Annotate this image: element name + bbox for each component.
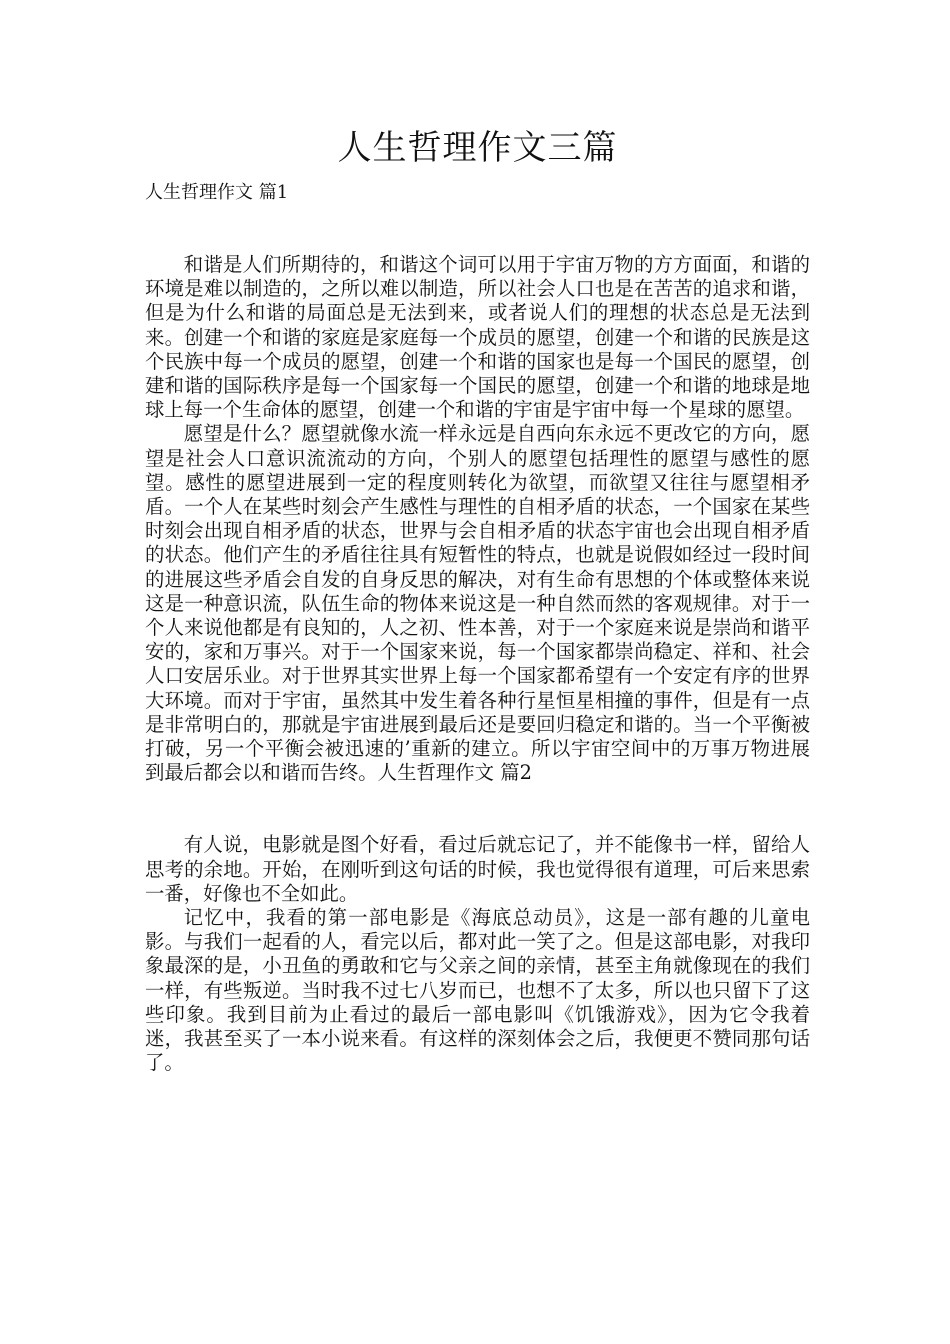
- paragraph-1: 和谐是人们所期待的，和谐这个词可以用于宇宙万物的方方面面，和谐的环境是难以制造的，之所以难以制造，所以社会人口也是在苦苦的追求和谐，但是为什么和谐的局面总是无法到来，或者说人们的理想的状态总是无法到来。创建一个和谐的家庭是家庭每一个成员的愿望，创建一个和谐的民族是这个民族中每一个成员的愿望，创建一个和谐的国家也是每一个国民的愿望，创建和谐的国际秩序是每一个国家每一个国民的愿望，创建一个和谐的地球是地球上每一个生命体的愿望，创建一个和谐的宇宙是宇宙中每一个星球的愿望。: [145, 253, 810, 422]
- document-title: 人生哲理作文三篇: [337, 128, 618, 168]
- spacer: [145, 205, 810, 253]
- section-heading-1: 人生哲理作文 篇1: [145, 182, 289, 203]
- paragraph-3: 有人说，电影就是图个好看，看过后就忘记了，并不能像书一样，留给人思考的余地。开始，在刚听到这句话的时候，我也觉得很有道理，可后来思索一番，好像也不全如此。: [145, 833, 810, 905]
- paragraph-2: 愿望是什么？愿望就像水流一样永远是自西向东永远不更改它的方向，愿望是社会人口意识流流动的方向，个别人的愿望包括理性的愿望与感性的愿望。感性的愿望进展到一定的程度则转化为欲望，而欲望又往往与愿望相矛盾。一个人在某些时刻会产生感性与理性的自相矛盾的状态，一个国家在某些时刻会出现自相矛盾的状态，世界与会自相矛盾的状态宇宙也会出现自相矛盾的状态。他们产生的矛盾往往具有短暂性的特点，也就是说假如经过一段时间的进展这些矛盾会自发的自身反思的解决，对有生命有思想的个体或整体来说这是一种意识流，队伍生命的物体来说这是一种自然而然的客观规律。对于一个人来说他都是有良知的，人之初、性本善，对于一个家庭来说是崇尚和谐平安的，家和万事兴。对于一个国家来说，每一个国家都崇尚稳定、祥和、社会人口安居乐业。对于世界其实世界上每一个国家都希望有一个安定有序的世界大环境。而对于宇宙，虽然其中发生着各种行星恒星相撞的事件，但是有一点是非常明白的，那就是宇宙进展到最后还是要回归稳定和谐的。当一个平衡被打破，另一个平衡会被迅速的’重新的建立。所以宇宙空间中的万事万物进展到最后都会以和谐而告终。人生哲理作文 篇2: [145, 422, 810, 785]
- spacer: [145, 785, 810, 833]
- paragraph-4: 记忆中，我看的第一部电影是《海底总动员》，这是一部有趣的儿童电影。与我们一起看的人，看完以后，都对此一笑了之。但是这部电影，对我印象最深的是，小丑鱼的勇敢和它与父亲之间的亲情，甚至主角就像现在的我们一样，有些叛逆。当时我不过七八岁而已，也想不了太多，所以也只留下了这些印象。我到目前为止看过的最后一部电影叫《饥饿游戏》，因为它令我着迷，我甚至买了一本小说来看。有这样的深刻体会之后，我便更不赞同那句话了。: [145, 906, 810, 1075]
- document-page: [145, 125, 810, 1076]
